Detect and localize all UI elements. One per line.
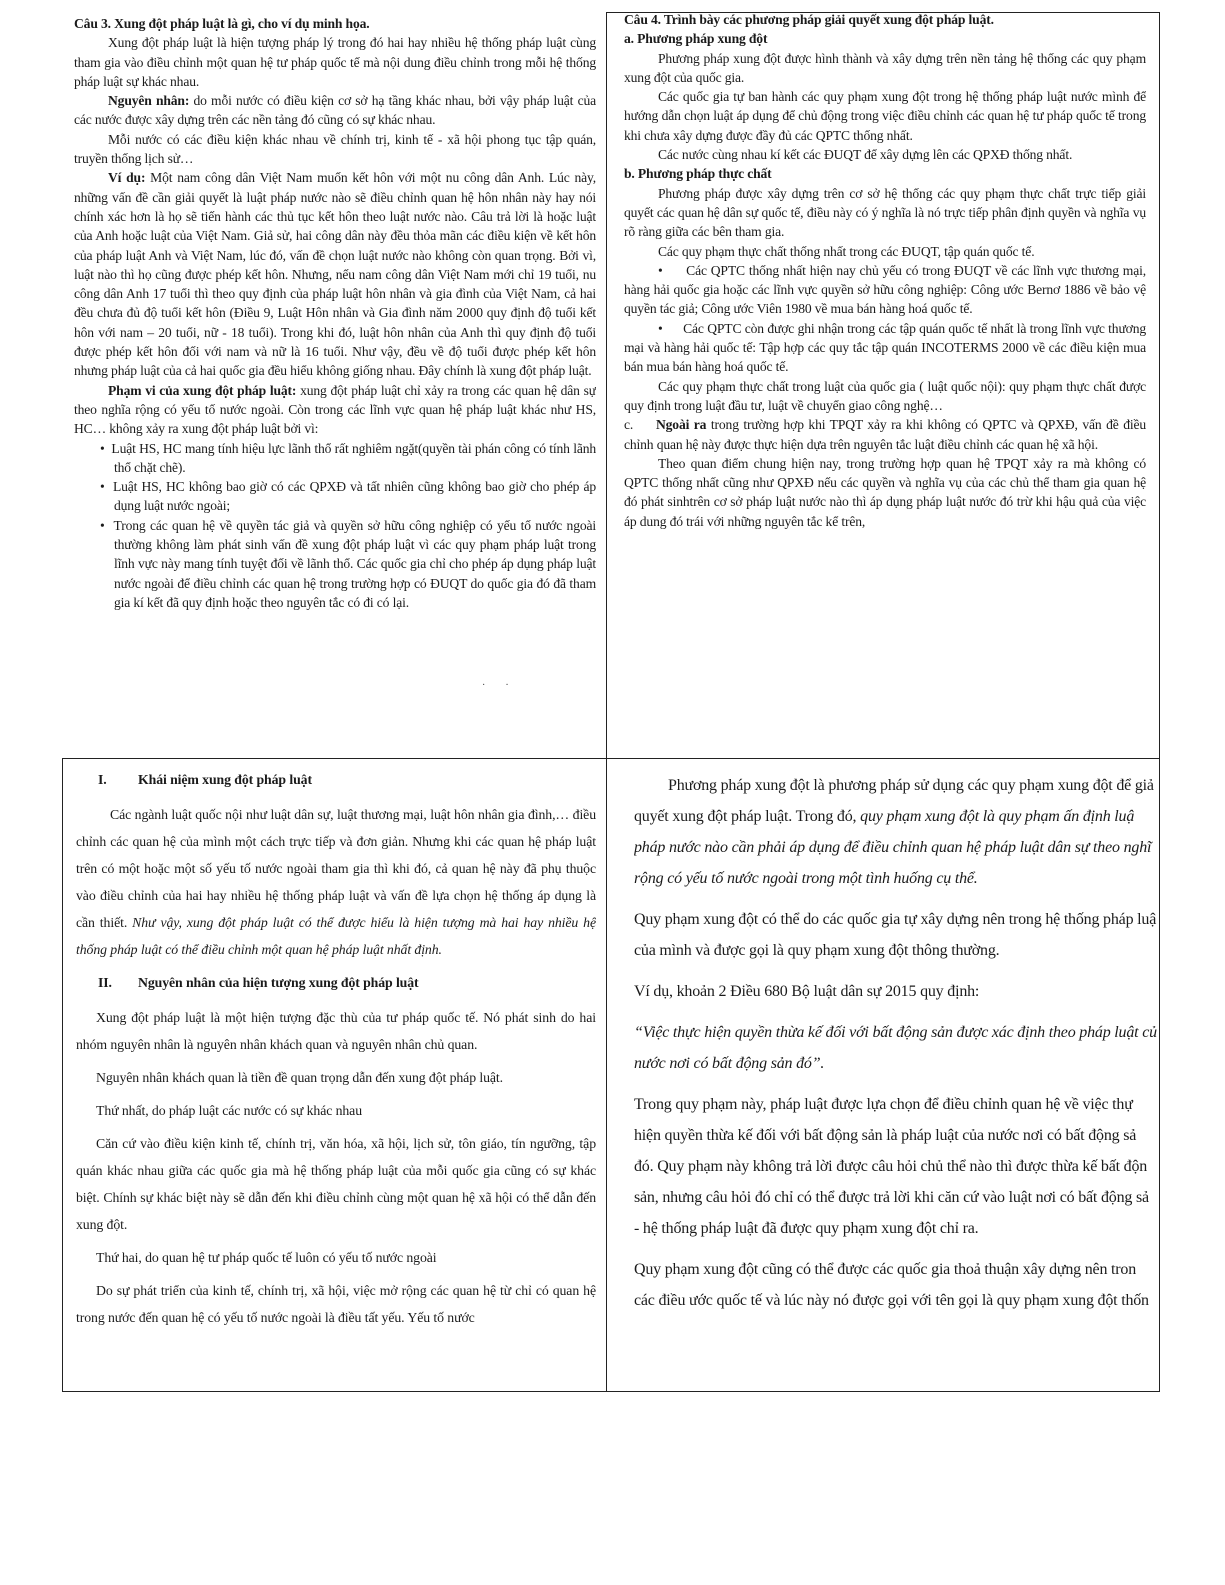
question-3-title: Câu 3. Xung đột pháp luật là gì, cho ví dụ minh họa. — [74, 16, 370, 31]
left-border-bottom — [62, 758, 63, 1392]
concepts-panel — [76, 766, 596, 1386]
q4-line-11: hiện quyền thừa kế đối với bất động sản là pháp luật của nước nơi có bất động sả — [634, 1127, 1137, 1144]
q3-bullet-1: • Luật HS, HC mang tính hiệu lực lãnh thổ rất nghiêm ngặt(quyền tài phán công có tính lãnh thổ chặt chẽ). — [100, 440, 596, 475]
q4-line-12: đó. Quy phạm này không trả lời được câu hỏi chủ thể nào thì được thừa kế bất độn — [634, 1158, 1148, 1175]
q4-line-3: pháp nước nào cần phải áp dụng để điều chỉnh quan hệ pháp luật dân sự theo nghĩ — [634, 839, 1152, 856]
q4-line-7: Ví dụ, khoản 2 Điều 680 Bộ luật dân sự 2015 quy định: — [634, 983, 980, 1000]
method-b-bullet-1: • Các QPTC thống nhất hiện nay chủ yếu có trong ĐUQT về các lĩnh vực thương mại, hàng hải quốc gia hoặc các lĩnh vực quyền sở hữu công nghiệp: Công ước Bernơ 1886 về bảo vệ quyền tác giả; Công ước Viên 1980 về mua bán hàng hoá quốc tế. — [624, 262, 1146, 317]
method-b-heading: b. Phương pháp thực chất — [624, 166, 772, 182]
section-2-heading: II. Nguyên nhân của hiện tượng xung đột pháp luật — [98, 975, 419, 990]
q3-bullet-3: • Trong các quan hệ về quyền tác giả và quyền sở hữu công nghiệp có yếu tố nước ngoài thường không làm phát sinh vấn đề xung đột pháp luật vì các quy phạm pháp luật trong lĩnh vực này mang tính tuyệt đối về lãnh thổ. Các quốc gia chỉ cho phép áp dụng pháp luật nước ngoài để điều chỉnh các quan hệ trong trường hợp có ĐUQT do quốc gia đó đã tham gia kí kết đã quy định hoặc theo nguyên tắc có đi có lại. — [100, 517, 596, 610]
scope-text: xung đột pháp luật chỉ xảy ra trong các quan hệ dân sự theo nghĩa rộng có yếu tố nước ngoài. Còn trong các lĩnh vực quan hệ pháp luật khác như HS, HC… không xảy ra xung đột pháp luật bởi vì: — [74, 382, 596, 437]
q3-scope — [74, 381, 596, 439]
q3-definition: Xung đột pháp luật là hiện tượng pháp lý trong đó hai hay nhiều hệ thống pháp luật cùng tham gia vào điều chỉnh một quan hệ tư pháp quốc tế mà nội dung điều chỉnh trong mỗi hệ thống pháp luật sự khác nhau. — [74, 35, 596, 89]
first-cause-body: Căn cứ vào điều kiện kinh tế, chính trị, văn hóa, xã hội, lịch sử, tôn giáo, tín ngưỡng, tập quán khác nhau giữa các quốc gia mà hệ thống pháp luật của mỗi quốc gia cũng có sự khác biệt. Chính sự khác biệt này sẽ dẫn đến khi điều chỉnh cùng một quan hệ xã hội có thể dẫn đến xung đột. — [76, 1136, 596, 1232]
method-b-p2: Các quy phạm thực chất thống nhất trong các ĐUQT, tập quán quốc tế. — [658, 243, 1035, 259]
example-text: Một nam công dân Việt Nam muốn kết hôn với một nu công dân Anh. Lúc này, những vấn đề cần giải quyết là luật pháp nước nào sẽ điều chỉnh quan hệ hôn nhân này hay nói chính xác hơn là họ sẽ tiến hành các thủ tục kết hôn theo luật nước nào. Câu trả lời là hoặc luật của Anh hoặc luật của Việt Nam. Giả sử, hai công dân này đều thỏa mãn các điều kiện về kết hôn của pháp luật Anh và Việt Nam, lúc đó, vấn đề chọn luật nước nào không còn quan trọng. Bởi vì, luật nào thì họ cũng được phép kết hôn. Nhưng, nếu nam công dân Việt Nam mới chỉ 19 tuổi, nu công dân Anh 17 tuổi thì theo quy định của pháp luật hôn nhân và gia đình của Việt Nam, cả hai đều chưa đủ độ tuổi kết hôn (Điều 9, Luật Hôn nhân và Gia đình năm 2000 quy định độ tuổi kết hôn với nam – 20 tuổi, nữ - 18 tuổi). Trong khi đó, luật hôn nhân của Anh thì quy định độ tuổi được phép kết hôn đối với nam và nữ là 16 tuổi. Như vậy, đều về độ tuổi được phép kết hôn nhưng pháp luật của cả hai quốc gia đều hiểu không giống nhau. Đây chính là xung đột pháp luật. — [74, 170, 596, 379]
method-c: c. Ngoài ra trong trường hợp khi TPQT xảy ra khi không có QPTC và QPXĐ, vấn đề điều chỉnh quan hệ này được thực hiện dựa trên nguyên tắc luật điều chỉnh các quan hệ xã hội. — [624, 417, 1146, 452]
cause-text: do mỗi nước có điều kiện cơ sở hạ tầng khác nhau, bởi vậy pháp luật của các nước được xây dựng trên các nền tảng đó cũng có sự khác nhau. — [74, 93, 596, 128]
q3-bullet-2: • Luật HS, HC không bao giờ có các QPXĐ và tất nhiên cũng không bao giờ cho phép áp dụng luật nước ngoài; — [100, 479, 596, 514]
scan-mark: · · — [482, 680, 509, 691]
q4-line-8: “Việc thực hiện quyền thừa kế đối với bất động sản được xác định theo pháp luật củ — [634, 1024, 1157, 1041]
method-a-p1: Phương pháp xung đột được hình thành và xây dựng trên nền tảng hệ thống các quy phạm xung đột của quốc gia. — [624, 50, 1146, 85]
example-label: Ví dụ: — [108, 170, 146, 186]
q4-line-16: các điều ước quốc tế và lúc này nó được gọi với tên gọi là quy phạm xung đột thốn — [634, 1292, 1149, 1309]
middle-divider — [62, 758, 1160, 759]
q4-line-1: Phương pháp xung đột là phương pháp sử dụng các quy phạm xung đột để giả — [668, 777, 1154, 794]
question-4-panel — [624, 10, 1146, 700]
method-c-p2: Theo quan điểm chung hiện nay, trong trường hợp quan hệ TPQT xảy ra mà không có QPTC thống nhất cũng như QPXĐ nếu các quyền và nghĩa vụ của các chủ thể tham gia quan hệ đó phát sinhtrên cơ sở pháp luật nước nào thì áp dụng pháp luật nước đó trừ khi hậu quả của việc áp dung đó trái với những nguyên tắc kể trên, — [624, 455, 1146, 529]
method-b-p3: Các quy phạm thực chất trong luật của quốc gia ( luật quốc nội): quy phạm thực chất được quy định trong luật đầu tư, luật về chuyển giao công nghệ… — [624, 378, 1146, 413]
second-cause: Thứ hai, do quan hệ tư pháp quốc tế luôn có yếu tố nước ngoài — [96, 1250, 437, 1265]
q3-example — [74, 168, 596, 380]
objective-cause: Nguyên nhân khách quan là tiền đề quan trọng dẫn đến xung đột pháp luật. — [96, 1070, 503, 1085]
q4-line-6: của mình và được gọi là quy phạm xung đột thông thường. — [634, 942, 1000, 959]
method-b-bullet-2: • Các QPTC còn được ghi nhận trong các tập quán quốc tế nhất là trong lĩnh vực thương mại và hàng hải quốc tế: Tập hợp các quy tắc tập quán INCOTERMS 2000 về các điều kiện mua bán mua bán hàng hoá quốc tế. — [624, 320, 1146, 375]
second-cause-body: Do sự phát triển của kinh tế, chính trị, xã hội, việc mở rộng các quan hệ từ chỉ có quan hệ trong nước đến quan hệ có yếu tố nước ngoài là điều tất yếu. Yếu tố nước — [76, 1283, 596, 1325]
method-b-p1: Phương pháp được xây dựng trên cơ sở hệ thống các quy phạm thực chất trực tiếp giải quyết các quan hệ dân sự quốc tế, điều này có ý nghĩa là nó trực tiếp phân định quyền và nghĩa vụ rõ ràng giữa các bên tham gia. — [624, 185, 1146, 240]
q4-line-5: Quy phạm xung đột có thể do các quốc gia tự xây dựng nên trong hệ thống pháp luậ — [634, 911, 1157, 928]
question-4-title: Câu 4. Trình bày các phương pháp giải quyết xung đột pháp luật. — [624, 12, 994, 27]
scope-label: Phạm vi của xung đột pháp luật: — [108, 382, 297, 398]
q3-cause — [74, 91, 596, 130]
right-border — [1159, 12, 1160, 1392]
question-3-panel — [74, 14, 596, 700]
section-1-heading: I. Khái niệm xung đột pháp luật — [98, 772, 312, 787]
section-1-body: Các ngành luật quốc nội như luật dân sự, luật thương mại, luật hôn nhân gia đình,… điều chỉnh các quan hệ của mình một cách trực tiếp và đơn giản. Nhưng khi các quan hệ pháp luật trên có một hoặc một số yếu tố nước ngoài tham gia thì khi đó, cả quan hệ này đã phụ thuộc vào điều chỉnh của hai hay nhiều hệ thống pháp luật và vấn đề lựa chọn hệ thống áp dụng là cần thiết. Như vậy, xung đột pháp luật có thể được hiểu là hiện tượng mà hai hay nhiều hệ thống pháp luật có thể điều chỉnh một quan hệ pháp luật nhất định. — [76, 807, 596, 957]
method-a-p3: Các nước cùng nhau kí kết các ĐUQT để xây dựng lên các QPXĐ thống nhất. — [658, 147, 1073, 163]
first-cause: Thứ nhất, do pháp luật các nước có sự khác nhau — [96, 1103, 363, 1118]
q4-line-14: - hệ thống pháp luật đã được quy phạm xung đột chỉ ra. — [634, 1220, 979, 1237]
cause-label: Nguyên nhân: — [108, 93, 190, 109]
conflict-method-panel — [634, 770, 1158, 1388]
q4-line-10: Trong quy phạm này, pháp luật được lựa chọn để điều chỉnh quan hệ về việc thự — [634, 1096, 1133, 1113]
q4-line-15: Quy phạm xung đột cũng có thể được các quốc gia thoả thuận xây dựng nên tron — [634, 1261, 1137, 1278]
q4-line-2: quyết xung đột pháp luật. Trong đó, quy phạm xung đột là quy phạm ấn định luậ — [634, 808, 1135, 825]
bottom-border — [62, 1391, 1160, 1392]
q4-line-9: nước nơi có bất động sản đó”. — [634, 1055, 825, 1072]
section-2-intro: Xung đột pháp luật là một hiện tượng đặc thù của tư pháp quốc tế. Nó phát sinh do hai nhóm nguyên nhân là nguyên nhân khách quan và nguyên nhân chủ quan. — [76, 1010, 596, 1052]
method-a-p2: Các quốc gia tự ban hành các quy phạm xung đột trong hệ thống pháp luật nước mình để hướng dẫn chọn luật áp dụng để chủ động trong việc điều chỉnh các quan hệ tư pháp quốc tế trong khi chưa xây dựng được đầy đủ các QPTC thống nhất. — [624, 89, 1146, 143]
method-a-heading: a. Phương pháp xung đột — [624, 31, 768, 47]
q4-line-13: sản, nhưng câu hỏi đó chỉ có thể được trả lời khi căn cứ vào luật nơi có bất động sả — [634, 1189, 1149, 1206]
document-sheet — [62, 12, 1162, 1392]
q3-conditions: Mỗi nước có các điều kiện khác nhau về chính trị, kinh tế - xã hội phong tục tập quán, truyền thống lịch sử… — [74, 131, 596, 167]
center-divider — [606, 12, 607, 1392]
q4-line-4: rộng có yếu tố nước ngoài trong một tình huống cụ thể. — [634, 870, 978, 887]
